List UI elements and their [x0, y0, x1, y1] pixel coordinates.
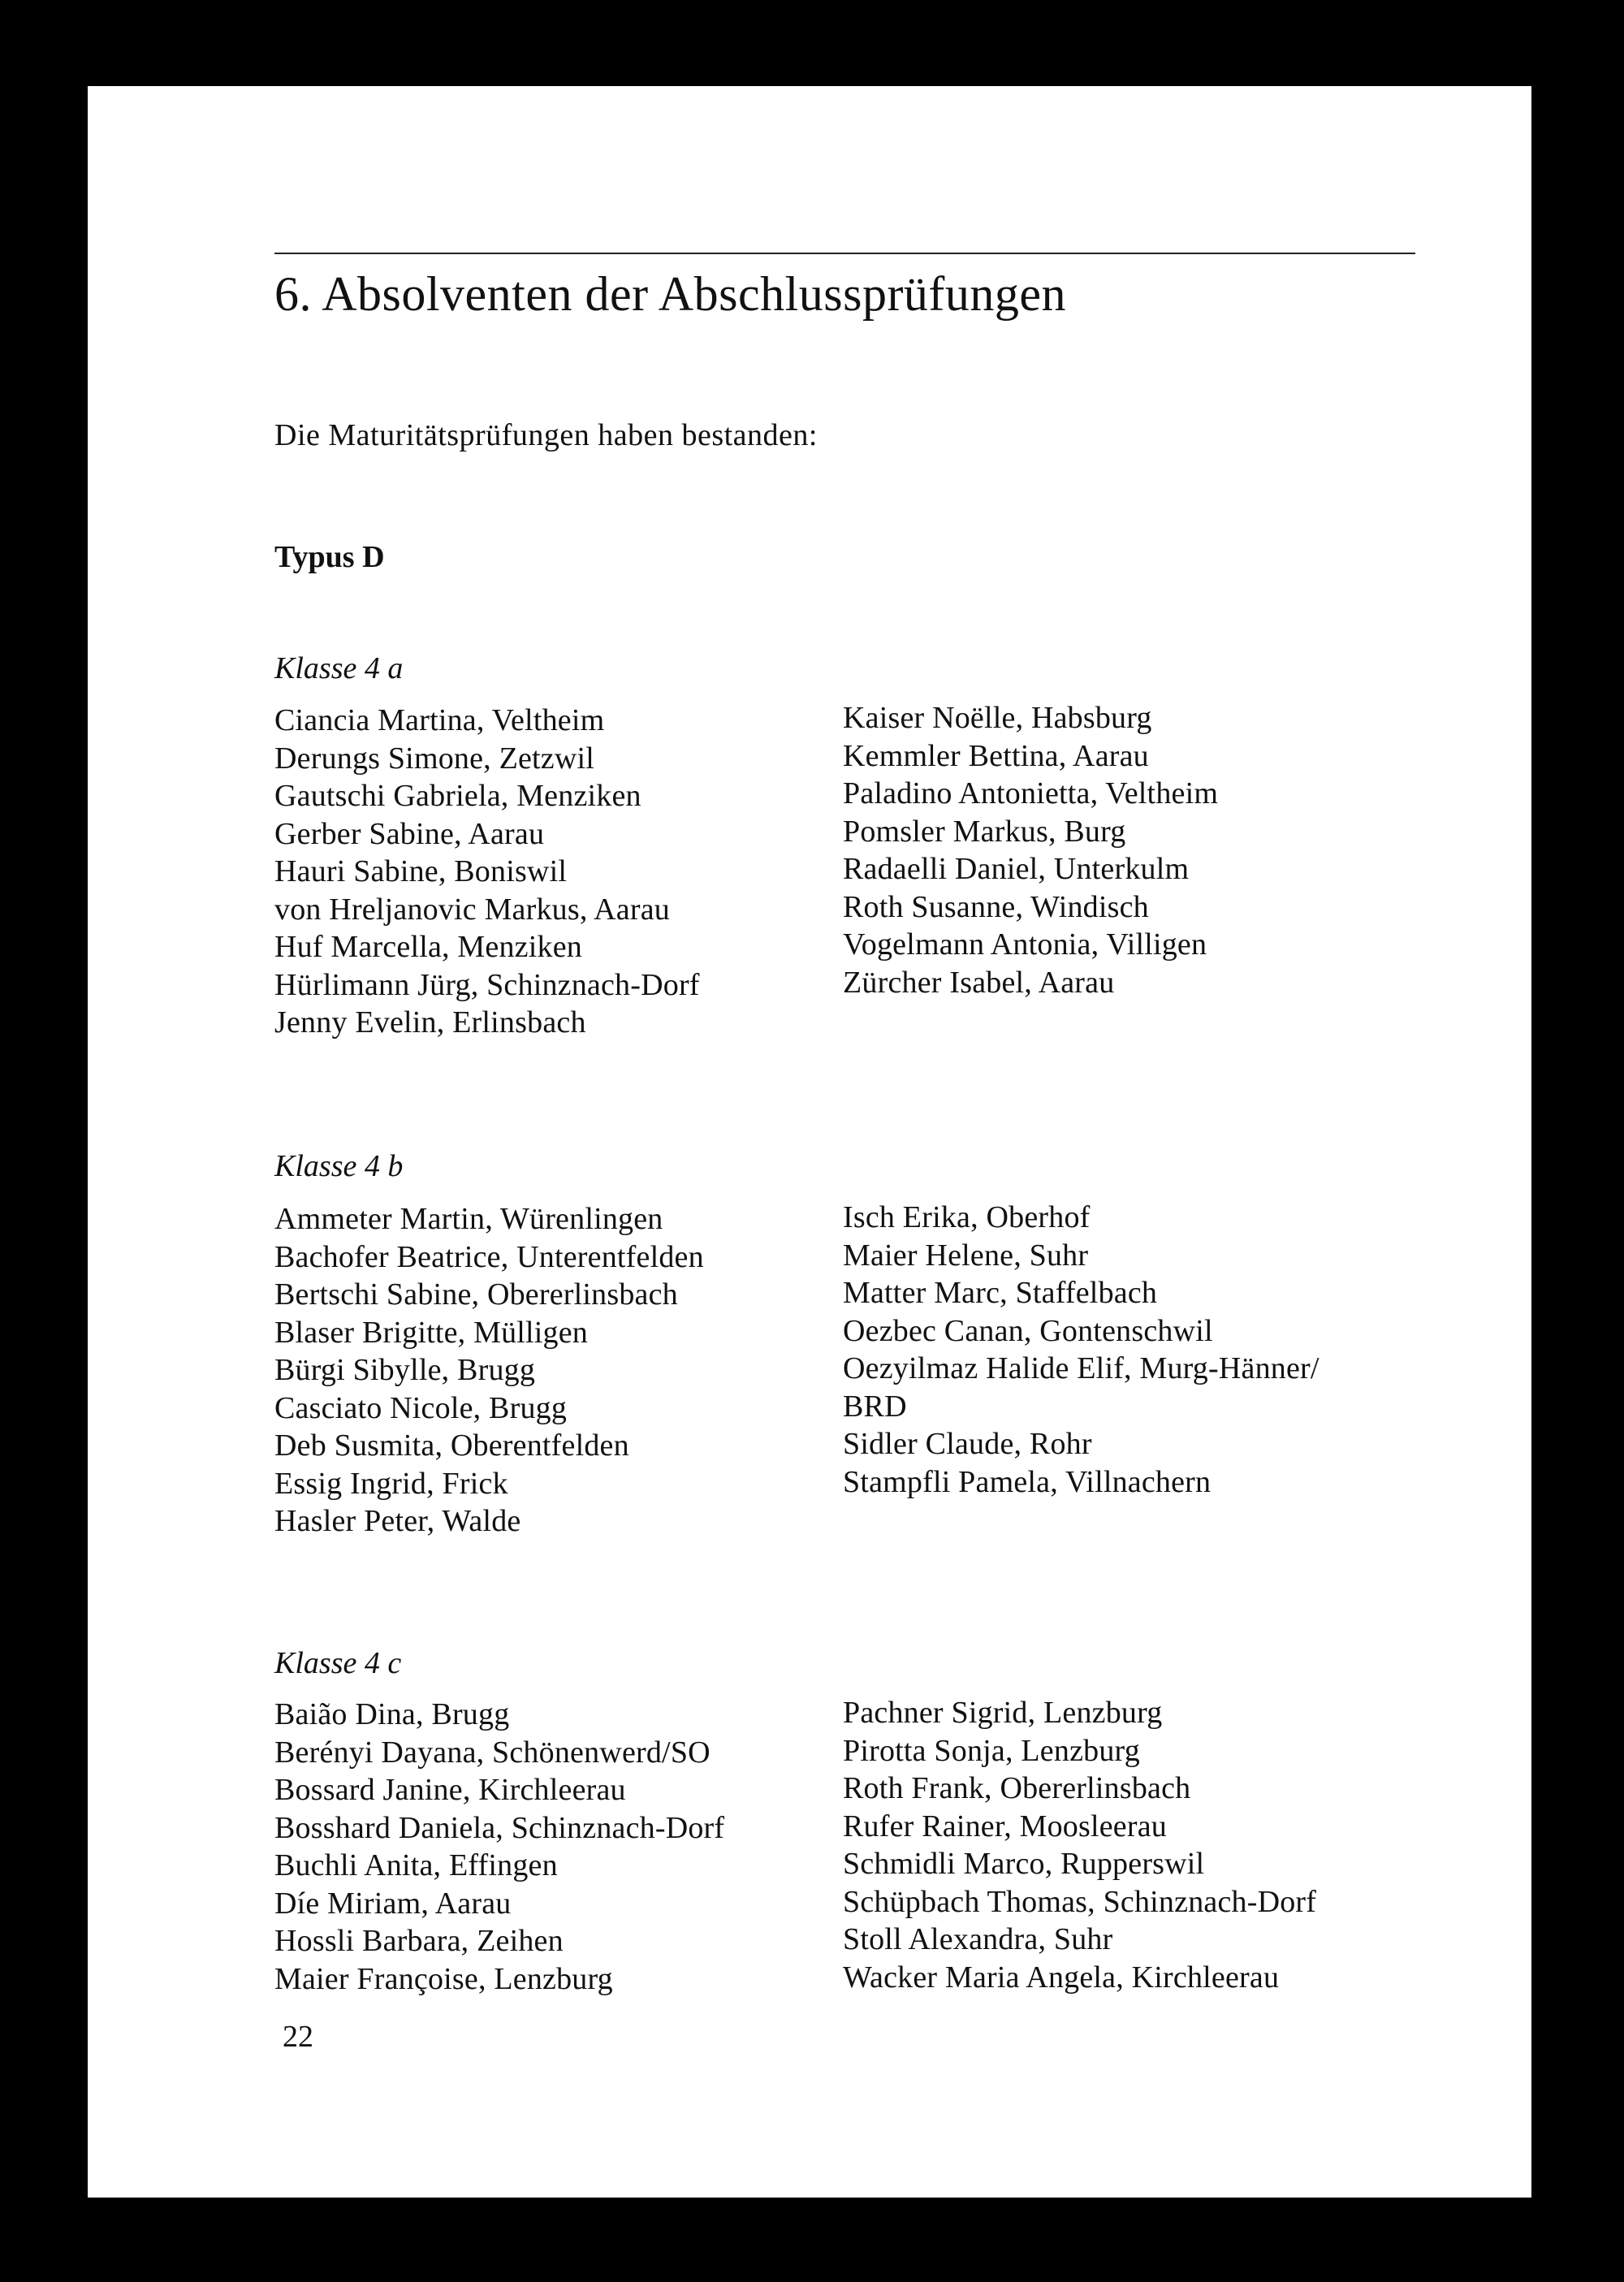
- graduate-entry: Maier Helene, Suhr: [843, 1238, 1089, 1273]
- graduate-entry: Ammeter Martin, Würenlingen: [274, 1202, 663, 1236]
- graduate-entry: Kemmler Bettina, Aarau: [843, 738, 1149, 773]
- graduate-entry: Matter Marc, Staffelbach: [843, 1276, 1158, 1310]
- graduate-entry: Bertschi Sabine, Obererlinsbach: [274, 1277, 678, 1312]
- graduate-entry: Pachner Sigrid, Lenzburg: [843, 1696, 1163, 1730]
- graduate-entry: Buchli Anita, Effingen: [274, 1848, 558, 1882]
- graduate-entry: Stoll Alexandra, Suhr: [843, 1922, 1113, 1956]
- name-list-right: [843, 1199, 1320, 1501]
- graduate-entry: Schüpbach Thomas, Schinznach-Dorf: [843, 1884, 1317, 1919]
- graduate-entry: Oezyilmaz Halide Elif, Murg-Hänner/: [843, 1351, 1320, 1385]
- class-title: Klasse 4 c: [274, 1646, 402, 1680]
- graduate-entry: Ciancia Martina, Veltheim: [274, 703, 605, 737]
- graduate-entry: Kaiser Noëlle, Habsburg: [843, 701, 1152, 735]
- page-number: 22: [283, 2020, 313, 2054]
- graduate-entry: Bossard Janine, Kirchleerau: [274, 1773, 626, 1807]
- graduate-entry: Maier Françoise, Lenzburg: [274, 1961, 613, 1996]
- name-list-right: [843, 1694, 1316, 1996]
- graduate-entry: Hürlimann Jürg, Schinznach-Dorf: [274, 967, 700, 1002]
- graduate-entry: Wacker Maria Angela, Kirchleerau: [843, 1960, 1280, 1995]
- name-list-left: [274, 1696, 724, 1998]
- heading-rule: [274, 253, 1415, 254]
- graduate-entry: Deb Susmita, Oberentfelden: [274, 1428, 629, 1463]
- graduate-entry: Stampfli Pamela, Villnachern: [843, 1464, 1212, 1499]
- graduate-entry: Hasler Peter, Walde: [274, 1504, 521, 1538]
- graduate-entry: Díe Miriam, Aarau: [274, 1886, 512, 1921]
- graduate-entry: Oezbec Canan, Gontenschwil: [843, 1313, 1213, 1348]
- intro-text: Die Maturitätsprüfungen haben bestanden:: [274, 418, 818, 452]
- graduate-entry: Zürcher Isabel, Aarau: [843, 965, 1115, 1000]
- graduate-entry: Pirotta Sonja, Lenzburg: [843, 1733, 1140, 1768]
- graduate-entry: von Hreljanovic Markus, Aarau: [274, 892, 670, 927]
- graduate-entry: Radaelli Daniel, Unterkulm: [843, 852, 1190, 886]
- graduate-entry: BRD: [843, 1389, 907, 1424]
- graduate-entry: Huf Marcella, Menziken: [274, 930, 582, 964]
- graduate-entry: Sidler Claude, Rohr: [843, 1427, 1092, 1461]
- graduate-entry: Bachofer Beatrice, Unterentfelden: [274, 1239, 704, 1274]
- graduate-entry: Rufer Rainer, Moosleerau: [843, 1809, 1167, 1843]
- graduate-entry: Bürgi Sibylle, Brugg: [274, 1353, 536, 1387]
- graduate-entry: Pomsler Markus, Burg: [843, 814, 1126, 849]
- class-title: Klasse 4 b: [274, 1149, 404, 1183]
- name-list-left: [274, 1200, 704, 1541]
- section-title: 6. Absolventen der Abschlussprüfungen: [274, 267, 1067, 321]
- class-title: Klasse 4 a: [274, 651, 404, 685]
- graduate-entry: Paladino Antonietta, Veltheim: [843, 776, 1219, 810]
- graduate-entry: Isch Erika, Oberhof: [843, 1200, 1091, 1234]
- graduate-entry: Essig Ingrid, Frick: [274, 1466, 508, 1501]
- document-page: [88, 86, 1531, 2198]
- graduate-entry: Derungs Simone, Zetzwil: [274, 741, 595, 776]
- graduate-entry: Baião Dina, Brugg: [274, 1697, 510, 1731]
- graduate-entry: Bosshard Daniela, Schinznach-Dorf: [274, 1810, 725, 1845]
- graduate-entry: Gautschi Gabriela, Menziken: [274, 779, 641, 813]
- graduate-entry: Schmidli Marco, Rupperswil: [843, 1847, 1205, 1881]
- graduate-entry: Jenny Evelin, Erlinsbach: [274, 1005, 586, 1039]
- graduate-entry: Gerber Sabine, Aarau: [274, 816, 545, 851]
- name-list-left: [274, 702, 700, 1042]
- graduate-entry: Hossli Barbara, Zeihen: [274, 1924, 564, 1958]
- graduate-entry: Hauri Sabine, Boniswil: [274, 854, 568, 888]
- graduate-entry: Berényi Dayana, Schönenwerd/SO: [274, 1735, 710, 1770]
- graduate-entry: Vogelmann Antonia, Villigen: [843, 927, 1207, 962]
- graduate-entry: Roth Frank, Obererlinsbach: [843, 1771, 1191, 1805]
- graduate-entry: Casciato Nicole, Brugg: [274, 1390, 568, 1425]
- graduate-entry: Blaser Brigitte, Mülligen: [274, 1315, 589, 1350]
- graduate-entry: Roth Susanne, Windisch: [843, 889, 1149, 924]
- name-list-right: [843, 699, 1218, 1001]
- typus-heading: Typus D: [274, 540, 385, 574]
